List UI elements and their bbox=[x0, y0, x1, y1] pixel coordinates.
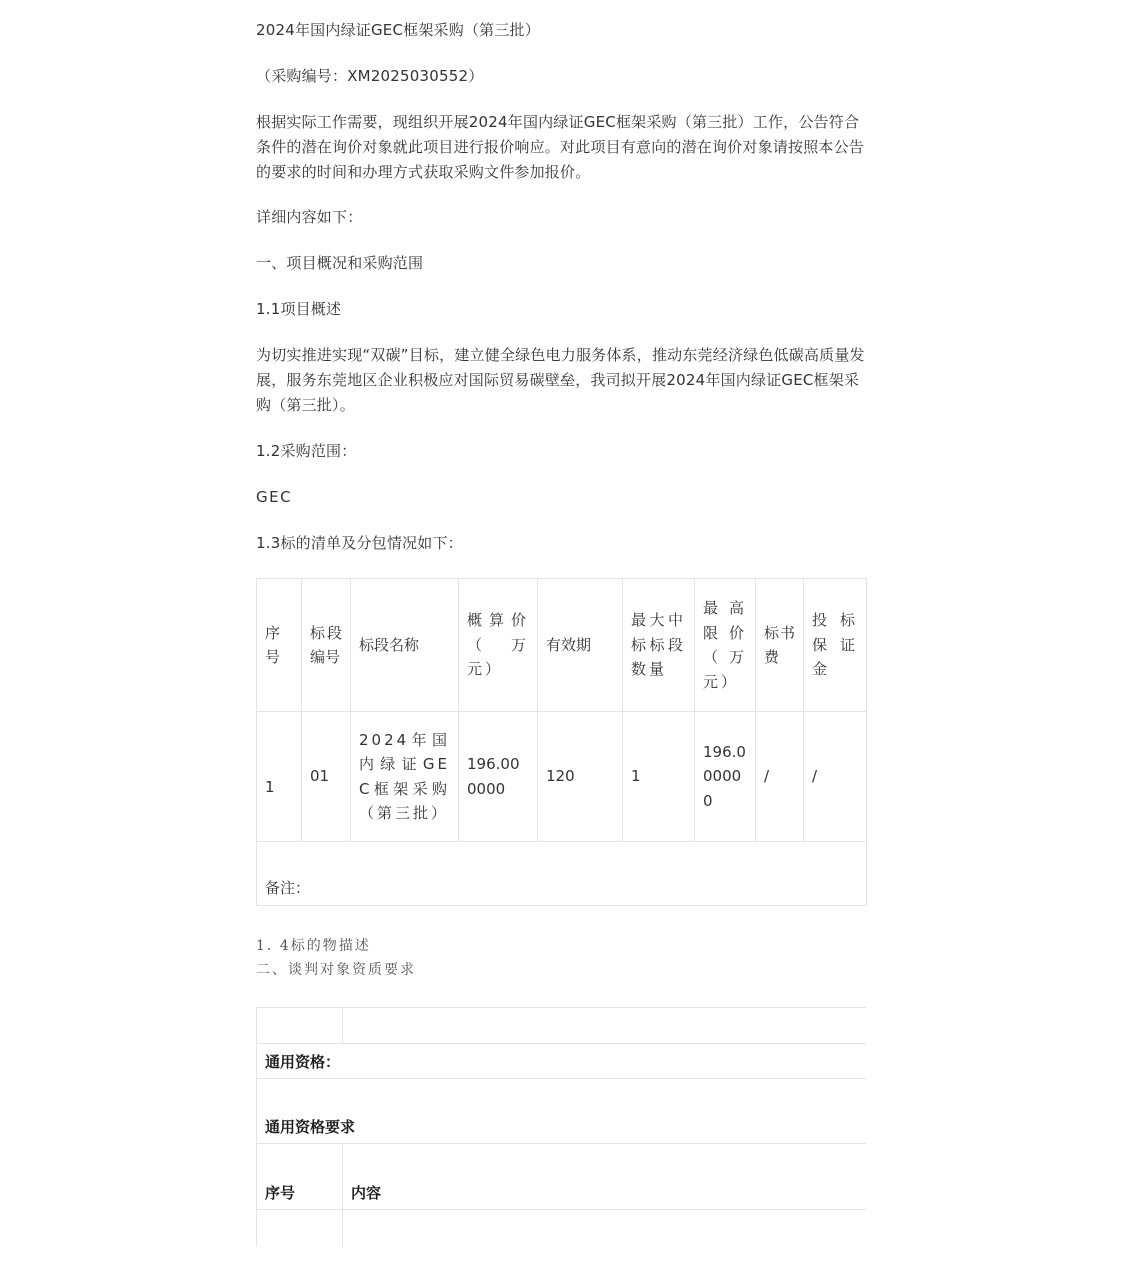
cell-budget: 196.000000 bbox=[459, 712, 538, 842]
general-qualification-row bbox=[257, 1044, 867, 1079]
lot-table-header-row bbox=[257, 579, 867, 712]
header-ceiling: 最高限价（万元） bbox=[695, 579, 756, 712]
header-bid-bond: 投标保证金 bbox=[804, 579, 867, 712]
header-budget: 概算价（ 万元） bbox=[459, 579, 538, 712]
header-seq: 序号 bbox=[257, 1144, 343, 1210]
cell-seq: 1 bbox=[257, 712, 302, 842]
cell-bid-bond: / bbox=[804, 712, 867, 842]
table-row bbox=[257, 1210, 867, 1248]
note-row bbox=[257, 842, 867, 906]
qualification-table-wrapper bbox=[256, 1007, 866, 1247]
header-validity: 有效期 bbox=[538, 579, 623, 712]
table-row bbox=[257, 712, 867, 842]
lot-table bbox=[256, 578, 867, 906]
header-max-lots: 最大中标标段数量 bbox=[623, 579, 695, 712]
qualification-table bbox=[256, 1007, 866, 1247]
cell-validity: 120 bbox=[538, 712, 623, 842]
procurement-number: （采购编号：XM2025030552） bbox=[256, 67, 484, 85]
cell-lot-name: 2024年国内绿证GEC框架采购（第三批） bbox=[351, 712, 459, 842]
section1-1-body: 为切实推进实现“双碳”目标，建立健全绿色电力服务体系，推动东莞经济绿色低碳高质量发展，服务东莞地区企业积极应对国际贸易碳壁垒，我司拟开展2024年国内绿证GEC框架采购（第三批）。 bbox=[256, 346, 865, 414]
header-seq: 序号 bbox=[257, 579, 302, 712]
section2-heading: 二、谈判对象资质要求 bbox=[256, 962, 416, 978]
section1-heading: 一、项目概况和采购范围 bbox=[256, 254, 424, 272]
qualification-header-row bbox=[257, 1144, 867, 1210]
section1-2-heading: 1.2采购范围： bbox=[256, 442, 357, 460]
empty-row bbox=[257, 1008, 867, 1044]
empty-cell bbox=[343, 1210, 867, 1248]
header-content: 内容 bbox=[343, 1144, 867, 1210]
cell-lot-no: 01 bbox=[302, 712, 351, 842]
header-lot-name: 标段名称 bbox=[351, 579, 459, 712]
details-label: 详细内容如下： bbox=[256, 208, 363, 226]
section1-2-body: GEC bbox=[256, 488, 293, 506]
empty-cell bbox=[343, 1008, 867, 1044]
empty-cell bbox=[257, 1210, 343, 1248]
document-title: 2024年国内绿证GEC框架采购（第三批） bbox=[256, 21, 540, 39]
section1-3-heading: 1.3标的清单及分包情况如下： bbox=[256, 534, 463, 552]
header-lot-no: 标段编号 bbox=[302, 579, 351, 712]
note-label: 备注： bbox=[257, 842, 867, 906]
cell-max-lots: 1 bbox=[623, 712, 695, 842]
general-qualification-label: 通用资格： bbox=[257, 1044, 867, 1079]
section1-1-heading: 1.1项目概述 bbox=[256, 300, 342, 318]
general-requirement-row bbox=[257, 1079, 867, 1144]
header-doc-fee: 标书费 bbox=[756, 579, 804, 712]
empty-cell bbox=[257, 1008, 343, 1044]
intro-paragraph: 根据实际工作需要，现组织开展2024年国内绿证GEC框架采购（第三批）工作，公告符合条件的潜在询价对象就此项目进行报价响应。对此项目有意向的潜在询价对象请按照本公告的要求的时间和办理方式获取采购文件参加报价。 bbox=[256, 113, 865, 181]
cell-doc-fee: / bbox=[756, 712, 804, 842]
section1-4-heading: 1. 4标的物描述 bbox=[256, 938, 371, 954]
cell-ceiling: 196.000000 bbox=[695, 712, 756, 842]
general-requirement-label: 通用资格要求 bbox=[257, 1079, 867, 1144]
